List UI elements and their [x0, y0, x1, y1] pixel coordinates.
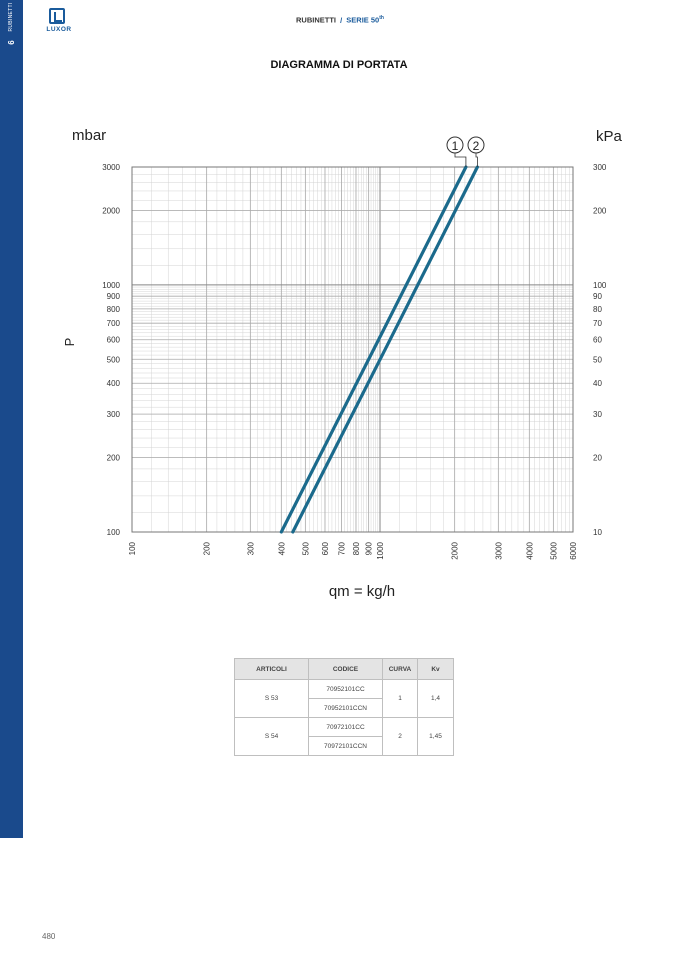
- article-cell: S 54: [235, 718, 309, 756]
- curve-cell: 2: [383, 718, 418, 756]
- y-tick-label-right: 300: [593, 163, 607, 172]
- y-tick-label-right: 90: [593, 292, 602, 302]
- code-cell: 70952101CC: [309, 680, 383, 699]
- page-number: 480: [42, 932, 56, 941]
- table-header: CURVA: [383, 659, 418, 680]
- header-series-superscript: th: [379, 15, 384, 21]
- x-tick-label: 2000: [450, 542, 460, 560]
- x-tick-label: 4000: [525, 542, 535, 560]
- x-tick-label: 500: [301, 542, 311, 556]
- y-tick-label-right: 60: [593, 335, 602, 345]
- y-tick-label-right: 10: [593, 528, 602, 537]
- y-unit-left: mbar: [72, 127, 107, 144]
- x-tick-label: 3000: [494, 542, 504, 560]
- y-tick-label-left: 600: [106, 335, 120, 345]
- y-tick-label-right: 30: [593, 410, 602, 420]
- series-marker-leader: [476, 153, 477, 167]
- kv-cell: 1,4: [418, 680, 454, 718]
- y-tick-label-right: 200: [593, 206, 607, 216]
- series-lines: [281, 137, 484, 532]
- page-title: DIAGRAMMA DI PORTATA: [270, 59, 408, 71]
- x-tick-label: 700: [337, 542, 347, 556]
- x-tick-label: 600: [320, 542, 330, 556]
- y-tick-label-left: 800: [106, 304, 120, 314]
- header-category: RUBINETTI: [296, 15, 336, 25]
- y-tick-label-right: 70: [593, 319, 602, 329]
- y-tick-label-left: 500: [106, 355, 120, 365]
- y-tick-label-left: 2000: [102, 206, 120, 216]
- series-marker-leader: [455, 153, 466, 167]
- section-label: RUBINETTI: [8, 2, 14, 32]
- table-header: CODICE: [309, 659, 383, 680]
- series-marker-label: 2: [472, 139, 480, 153]
- x-tick-label: 800: [351, 542, 361, 556]
- x-tick-label: 300: [246, 542, 256, 556]
- x-tick-label: 5000: [549, 542, 559, 560]
- header-separator: /: [340, 15, 343, 25]
- series-marker-label: 1: [451, 139, 459, 153]
- x-tick-label: 400: [277, 542, 287, 556]
- y-axis-label: P: [62, 337, 77, 347]
- y-tick-label-left: 700: [106, 319, 120, 329]
- section-number: 6: [7, 40, 16, 45]
- logo-text: LUXOR: [46, 26, 72, 33]
- y-tick-label-left: 200: [106, 453, 120, 463]
- curve-cell: 1: [383, 680, 418, 718]
- y-tick-label-left: 900: [106, 292, 120, 302]
- x-tick-label: 6000: [569, 542, 578, 560]
- y-tick-label-right: 50: [593, 355, 602, 365]
- kv-cell: 1,45: [418, 718, 454, 756]
- x-tick-label: 1000: [376, 542, 386, 560]
- y-tick-label-left: 300: [106, 410, 120, 420]
- article-cell: S 53: [235, 680, 309, 718]
- y-tick-label-left: 1000: [102, 280, 120, 290]
- y-unit-right: kPa: [596, 128, 622, 145]
- y-tick-label-left: 100: [106, 528, 120, 537]
- y-tick-label-left: 3000: [102, 163, 120, 172]
- articles-table: [234, 658, 454, 756]
- code-cell: 70952101CCN: [309, 699, 383, 718]
- minor-grid: [132, 167, 573, 532]
- code-cell: 70972101CC: [309, 718, 383, 737]
- table-row: [235, 680, 454, 699]
- table-header: ARTICOLI: [235, 659, 309, 680]
- y-tick-label-right: 80: [593, 304, 602, 314]
- y-tick-label-right: 100: [593, 280, 607, 290]
- table-header: Kv: [418, 659, 454, 680]
- y-tick-label-right: 20: [593, 453, 602, 463]
- x-axis-label: qm = kg/h: [328, 583, 396, 600]
- code-cell: 70972101CCN: [309, 737, 383, 756]
- table-row: [235, 718, 454, 737]
- y-tick-label-right: 40: [593, 379, 602, 389]
- y-tick-label-left: 400: [106, 379, 120, 389]
- x-tick-label: 200: [202, 542, 212, 556]
- x-tick-label: 100: [128, 542, 137, 556]
- x-tick-label: 900: [364, 542, 374, 556]
- table-header-row: [235, 659, 454, 680]
- header-series: SERIE 50: [346, 15, 380, 25]
